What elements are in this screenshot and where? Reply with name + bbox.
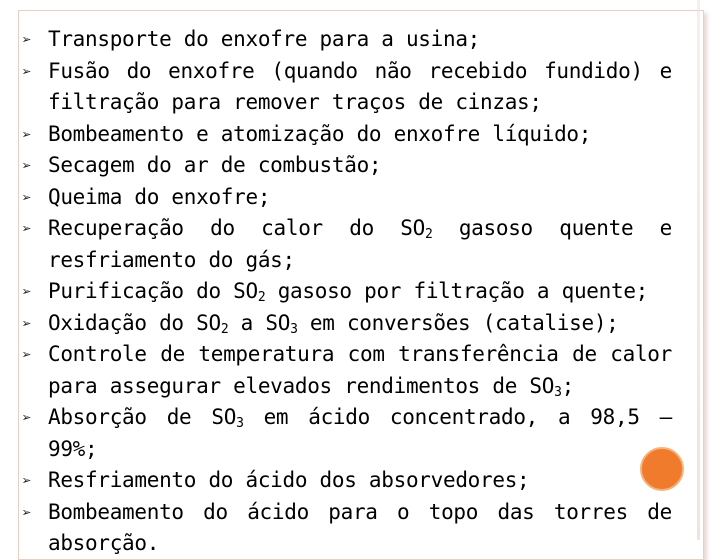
list-item (22, 465, 672, 497)
list-item-text: absorção. (48, 531, 160, 555)
list-item (22, 24, 672, 56)
list-item-text: Resfriamento do ácido dos absorvedores; (48, 468, 530, 492)
arrow-bullet-icon: ➢ (22, 187, 32, 207)
list-item-text: Absorção de $SO_3$ em ácido concentrado, a 98,5 – 99%; (48, 405, 672, 461)
arrow-bullet-icon: ➢ (22, 502, 32, 522)
list-item (22, 276, 672, 308)
list-item-text: para assegurar elevados rendimentos de $SO_3$; (48, 373, 574, 400)
list-item (22, 119, 672, 151)
list-item (22, 339, 672, 402)
arrow-bullet-icon: ➢ (22, 124, 32, 144)
list-item (22, 497, 672, 560)
list-item (22, 56, 672, 119)
list-item-text: Bombeamento do ácido para o topo das torres de (48, 499, 672, 524)
arrow-bullet-icon: ➢ (22, 156, 32, 175)
list-item (22, 150, 672, 182)
list-item-text: Controle de temperatura com transferência de calor (48, 342, 672, 366)
arrow-bullet-icon: ➢ (22, 408, 32, 427)
arrow-bullet-icon: ➢ (22, 282, 32, 301)
list-item-text: filtração para remover traços de cinzas; (48, 90, 542, 114)
arrow-bullet-icon: ➢ (22, 30, 32, 49)
arrow-bullet-icon: ➢ (22, 219, 32, 238)
arrow-bullet-icon: ➢ (22, 471, 32, 490)
list-item-text: resfriamento do gás; (48, 247, 295, 272)
process-steps-list (22, 24, 672, 560)
list-item-text: Secagem do ar de combustão; (48, 153, 382, 177)
list-item (22, 182, 672, 214)
arrow-bullet-icon: ➢ (22, 61, 32, 81)
list-item-text: Bombeamento e atomização do enxofre líquido; (48, 121, 592, 146)
list-item-text: Recuperação do calor do $SO_2$ gasoso quente e (48, 216, 672, 242)
list-item-text: Fusão do enxofre (quando não recebido fundido) e (48, 58, 672, 83)
slide-frame-edge (697, 0, 700, 540)
arrow-bullet-icon: ➢ (22, 313, 32, 333)
list-item-text: Oxidação do $SO_2$ a $SO_3$ em conversões (catalise); (48, 310, 619, 337)
list-item (22, 402, 672, 465)
list-item-text: Transporte do enxofre para a usina; (48, 27, 481, 51)
list-item (22, 213, 672, 276)
list-item-text: Queima do enxofre; (48, 184, 271, 209)
list-item (22, 308, 672, 340)
list-item-text: Purificação do $SO_2$ gasoso por filtração a quente; (48, 279, 649, 305)
arrow-bullet-icon: ➢ (22, 345, 32, 364)
